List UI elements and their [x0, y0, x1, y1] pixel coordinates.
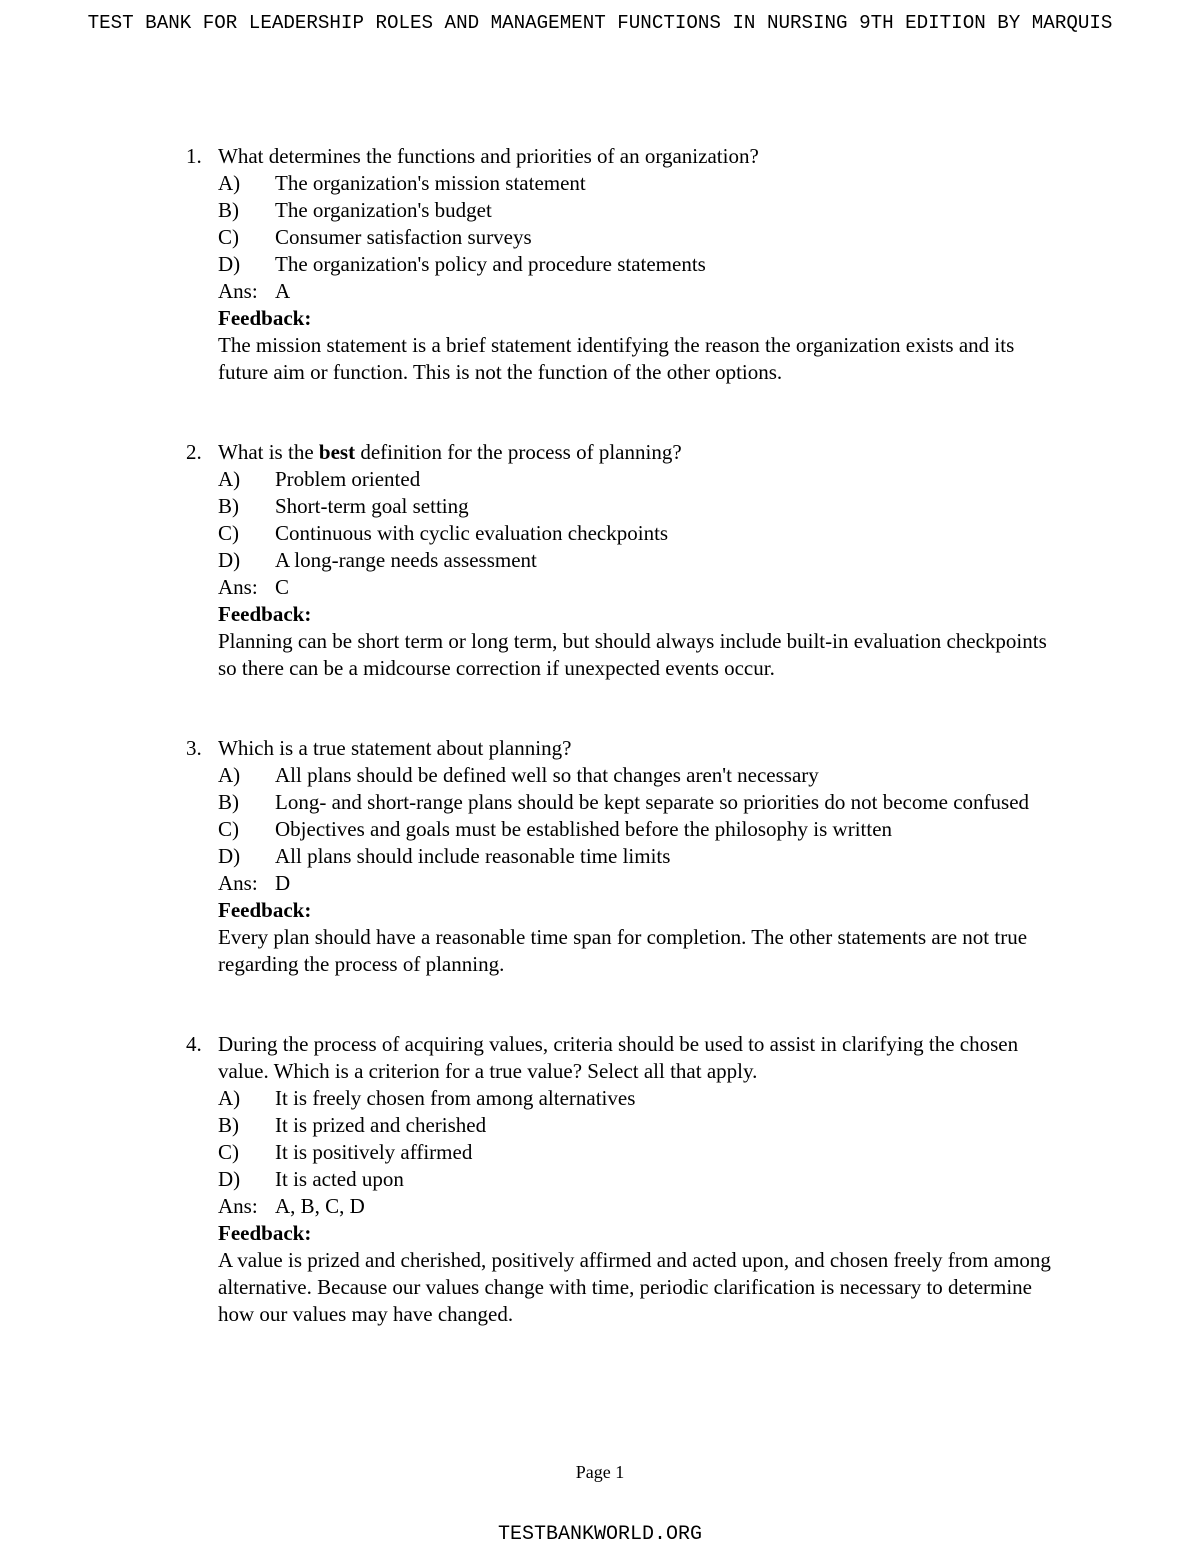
option-letter: B) — [218, 790, 239, 814]
question-number: 2. — [186, 440, 202, 464]
question-4 — [186, 1031, 1066, 1328]
answer-line — [218, 870, 1066, 897]
option-c — [218, 816, 1066, 843]
question-list — [186, 143, 1066, 1381]
option-text: Short-term goal setting — [275, 494, 469, 518]
option-text: It is prized and cherished — [275, 1113, 487, 1137]
question-text — [218, 439, 1066, 466]
option-letter: B) — [218, 1113, 239, 1137]
option-a — [218, 762, 1066, 789]
option-text: It is positively affirmed — [275, 1140, 473, 1164]
answer-value: D — [275, 871, 291, 895]
option-a — [218, 1085, 1066, 1112]
answer-value: C — [275, 575, 290, 599]
option-letter: B) — [218, 494, 239, 518]
option-a — [218, 170, 1066, 197]
option-b — [218, 789, 1066, 816]
option-text: All plans should be defined well so that changes aren't necessary — [275, 763, 819, 787]
question-3 — [186, 735, 1066, 978]
answer-line — [218, 1193, 1066, 1220]
feedback-text: A value is prized and cherished, positively affirmed and acted upon, and chosen freely from among alternative. Because our values change with time, periodic clarification is necessary to determine how our values may have changed. — [218, 1248, 1051, 1326]
option-text: It is acted upon — [275, 1167, 404, 1191]
option-letter: A) — [218, 171, 241, 195]
option-letter: C) — [218, 521, 239, 545]
option-text: All plans should include reasonable time limits — [275, 844, 671, 868]
question-text-end: definition for the process of planning? — [355, 440, 682, 464]
feedback-text: Every plan should have a reasonable time span for completion. The other statements are not true regarding the process of planning. — [218, 925, 1028, 976]
answer-line — [218, 278, 1066, 305]
document-header: TEST BANK FOR LEADERSHIP ROLES AND MANAGEMENT FUNCTIONS IN NURSING 9TH EDITION BY MARQUIS — [87, 12, 1113, 34]
question-1 — [186, 143, 1066, 386]
option-text: The organization's budget — [275, 198, 492, 222]
option-b — [218, 493, 1066, 520]
feedback-label: Feedback: — [218, 898, 312, 922]
feedback-text: The mission statement is a brief statement identifying the reason the organization exists and its future aim or function. This is not the function of the other options. — [218, 333, 1015, 384]
option-text: The organization's mission statement — [275, 171, 586, 195]
option-c — [218, 224, 1066, 251]
question-number: 4. — [186, 1032, 202, 1056]
option-letter: C) — [218, 225, 239, 249]
question-text: Which is a true statement about planning? — [218, 736, 572, 760]
page-number: Page 1 — [575, 1462, 625, 1482]
option-letter: A) — [218, 763, 241, 787]
option-d — [218, 1166, 1066, 1193]
answer-label: Ans: — [218, 575, 258, 599]
option-text: Problem oriented — [275, 467, 421, 491]
answer-value: A, B, C, D — [275, 1194, 365, 1218]
option-text: Long- and short-range plans should be kept separate so priorities do not become confused — [275, 790, 1030, 814]
answer-label: Ans: — [218, 871, 258, 895]
question-text: During the process of acquiring values, criteria should be used to assist in clarifying the chosen value. Which is a criterion for a true value? Select all that apply. — [218, 1032, 1019, 1083]
option-d — [218, 251, 1066, 278]
feedback-label: Feedback: — [218, 1221, 312, 1245]
option-d — [218, 547, 1066, 574]
answer-label: Ans: — [218, 279, 258, 303]
option-letter: A) — [218, 467, 241, 491]
option-text: A long-range needs assessment — [275, 548, 537, 572]
question-text-start: What is the — [218, 440, 319, 464]
option-b — [218, 197, 1066, 224]
option-b — [218, 1112, 1066, 1139]
emphasis-word: best — [318, 440, 356, 464]
option-text: The organization's policy and procedure statements — [275, 252, 706, 276]
option-c — [218, 1139, 1066, 1166]
option-letter: D) — [218, 548, 241, 572]
feedback-label: Feedback: — [218, 602, 312, 626]
option-a — [218, 466, 1066, 493]
option-letter: C) — [218, 1140, 239, 1164]
question-text: What determines the functions and priorities of an organization? — [218, 144, 759, 168]
feedback-text: Planning can be short term or long term, but should always include built-in evaluation checkpoints so there can be a midcourse correction if unexpected events occur. — [218, 629, 1047, 680]
option-letter: B) — [218, 198, 239, 222]
option-text: It is freely chosen from among alternatives — [275, 1086, 636, 1110]
option-text: Consumer satisfaction surveys — [275, 225, 532, 249]
option-letter: D) — [218, 252, 241, 276]
answer-value: A — [275, 279, 291, 303]
option-letter: A) — [218, 1086, 241, 1110]
option-d — [218, 843, 1066, 870]
option-letter: C) — [218, 817, 239, 841]
question-number: 3. — [186, 736, 202, 760]
option-text: Objectives and goals must be established before the philosophy is written — [275, 817, 893, 841]
feedback-label: Feedback: — [218, 306, 312, 330]
answer-label: Ans: — [218, 1194, 258, 1218]
footer-watermark: TESTBANKWORLD.ORG — [497, 1523, 703, 1546]
option-text: Continuous with cyclic evaluation checkpoints — [275, 521, 669, 545]
option-letter: D) — [218, 844, 241, 868]
answer-line — [218, 574, 1066, 601]
question-number: 1. — [186, 144, 202, 168]
option-c — [218, 520, 1066, 547]
question-2 — [186, 439, 1066, 682]
option-letter: D) — [218, 1167, 241, 1191]
